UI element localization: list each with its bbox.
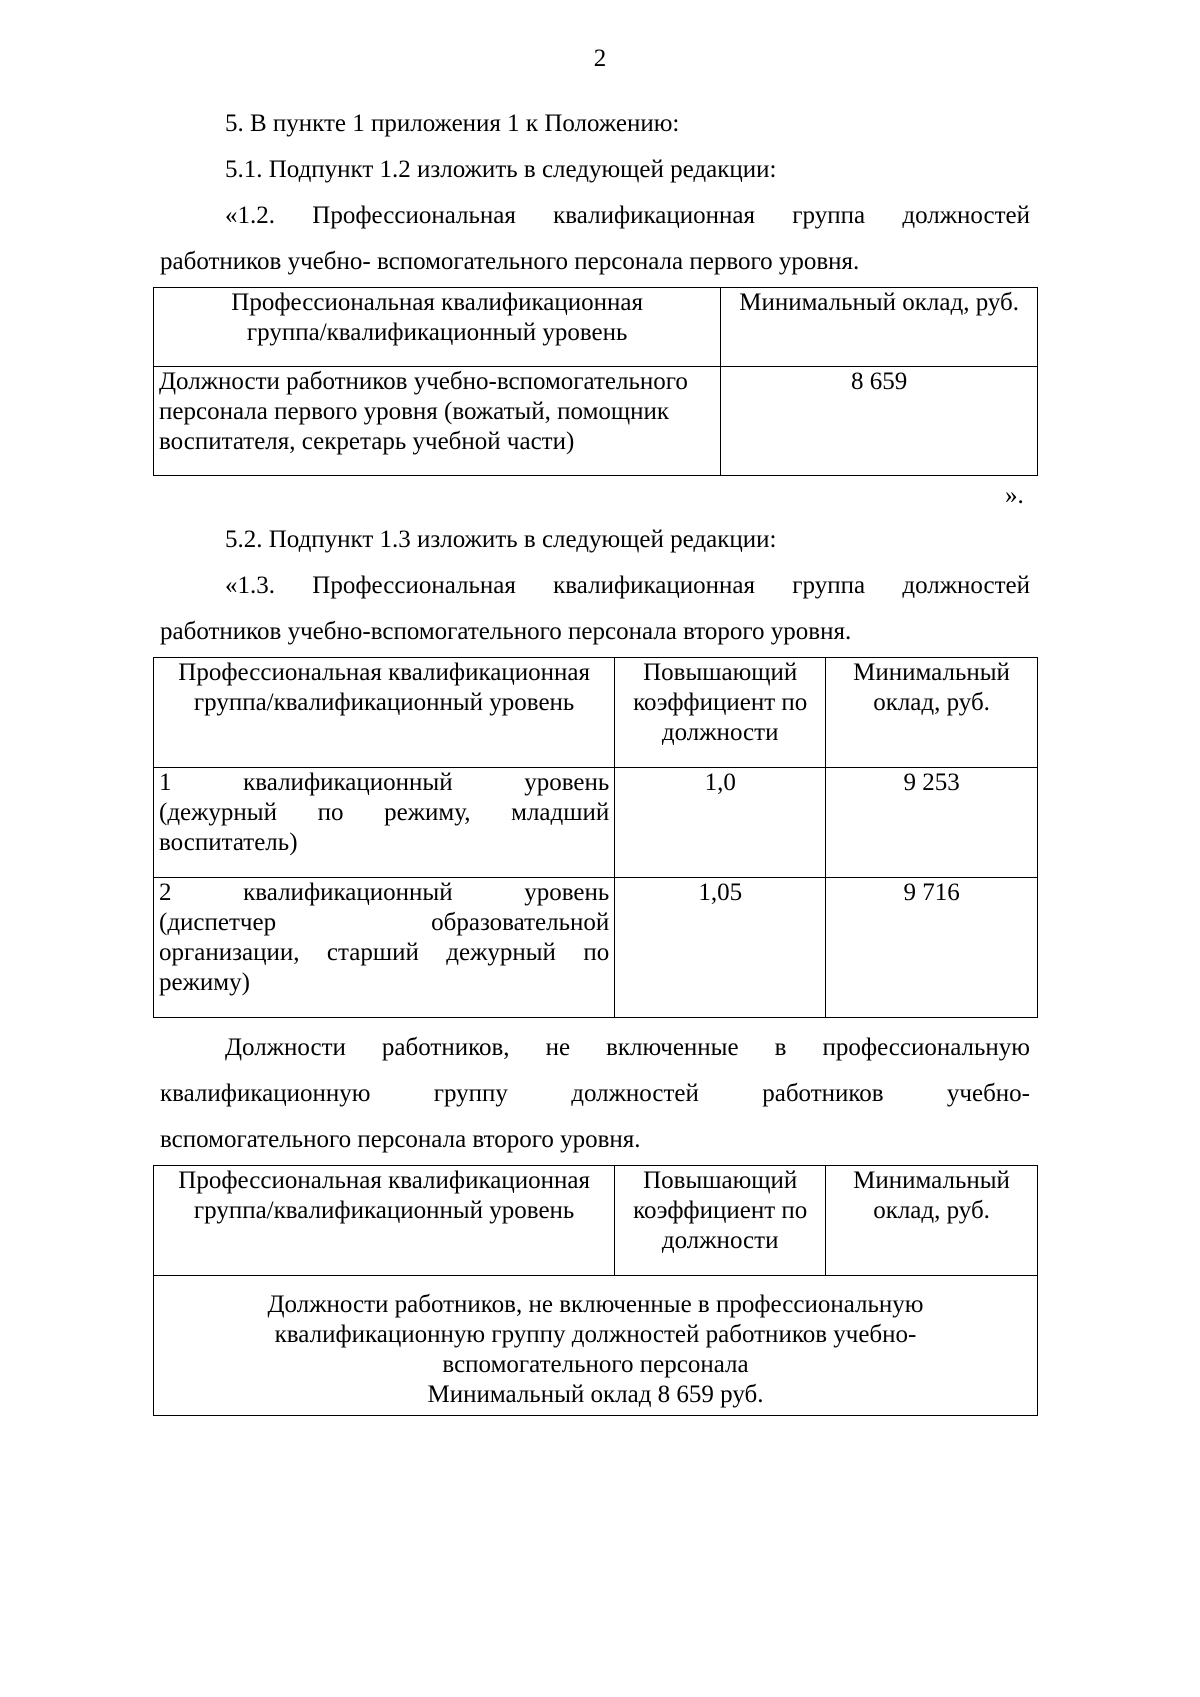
table-cell-positions [154, 878, 615, 1018]
cell-line: (диспетчер образовательной [159, 909, 610, 936]
cell-line: режиму) [159, 969, 250, 996]
table-row [154, 768, 1038, 878]
header-line: должности [661, 1227, 779, 1254]
table-cell-positions [154, 367, 721, 476]
header-line: Минимальный [853, 659, 1010, 686]
table-header-group [154, 288, 721, 367]
table-row [154, 878, 1038, 1018]
subsection-heading: 5.2. Подпункт 1.3 изложить в следующей редакции: [225, 526, 777, 553]
header-line: Профессиональная квалификационная [231, 289, 643, 316]
subsection-heading: 5.1. Подпункт 1.2 изложить в следующей редакции: [225, 156, 777, 183]
cell-line: вспомогательного персонала [442, 1351, 749, 1378]
closing-quote: ». [1005, 482, 1024, 509]
cell-line: 2 квалификационный уровень [159, 879, 610, 906]
cell-line: Должности работников учебно-вспомогательного [159, 368, 688, 395]
header-line: группа/квалификационный уровень [246, 319, 628, 346]
table-header-salary [826, 1166, 1038, 1276]
table-cell-coefficient: 1,05 [615, 878, 826, 1018]
table-header-salary [826, 658, 1038, 768]
table-cell-salary: 9 253 [826, 768, 1038, 878]
header-line: Повышающий [643, 659, 798, 686]
cell-line: Минимальный оклад 8 659 руб. [427, 1381, 764, 1408]
page-number: 2 [593, 45, 607, 72]
table-cell-positions [154, 768, 615, 878]
paragraph-line: «1.3. Профессиональная квалификационная группа должностей [225, 572, 1030, 599]
cell-line: 1 квалификационный уровень [159, 769, 610, 796]
table-cell-merged [154, 1276, 1038, 1416]
table-header-coefficient [615, 658, 826, 768]
header-line: Профессиональная квалификационная [178, 659, 590, 686]
paragraph-line: работников учебно-вспомогательного персонала второго уровня. [160, 618, 852, 645]
paragraph-line: квалификационную группу должностей работников учебно- [160, 1080, 1030, 1107]
salary-table-level2 [153, 657, 1038, 1018]
header-line: должности [661, 719, 779, 746]
cell-line: воспитателя, секретарь учебной части) [159, 428, 575, 455]
cell-line: персонала первого уровня (вожатый, помощник [159, 398, 670, 425]
header-line: коэффициент по [633, 1197, 808, 1224]
header-line: группа/квалификационный уровень [193, 689, 575, 716]
header-line: Повышающий [643, 1167, 798, 1194]
table-cell-coefficient: 1,0 [615, 768, 826, 878]
salary-table-level1 [153, 287, 1038, 476]
table-header-salary: Минимальный оклад, руб. [721, 288, 1038, 367]
paragraph-line: вспомогательного персонала второго уровня. [160, 1126, 641, 1153]
header-line: Минимальный [853, 1167, 1010, 1194]
paragraph-line: Должности работников, не включенные в профессиональную [225, 1034, 1030, 1061]
section-heading: 5. В пункте 1 приложения 1 к Положению: [225, 110, 680, 137]
header-line: оклад, руб. [873, 689, 990, 716]
header-line: группа/квалификационный уровень [193, 1197, 575, 1224]
cell-line: (дежурный по режиму, младший [159, 799, 610, 826]
salary-table-not-included [153, 1165, 1038, 1416]
cell-line: организации, старший дежурный по [159, 939, 610, 966]
paragraph-line: работников учебно- вспомогательного персонала первого уровня. [160, 248, 860, 275]
cell-line: квалификационную группу должностей работников учебно- [274, 1321, 917, 1348]
cell-line: Должности работников, не включенные в профессиональную [267, 1291, 924, 1318]
header-line: коэффициент по [633, 689, 808, 716]
table-row [154, 1276, 1038, 1416]
header-line: оклад, руб. [873, 1197, 990, 1224]
table-header-group [154, 658, 615, 768]
table-cell-salary: 8 659 [721, 367, 1038, 476]
paragraph-line: «1.2. Профессиональная квалификационная группа должностей [225, 202, 1030, 229]
cell-line: воспитатель) [159, 829, 298, 856]
table-header-coefficient [615, 1166, 826, 1276]
table-header-group [154, 1166, 615, 1276]
table-cell-salary: 9 716 [826, 878, 1038, 1018]
header-line: Профессиональная квалификационная [178, 1167, 590, 1194]
